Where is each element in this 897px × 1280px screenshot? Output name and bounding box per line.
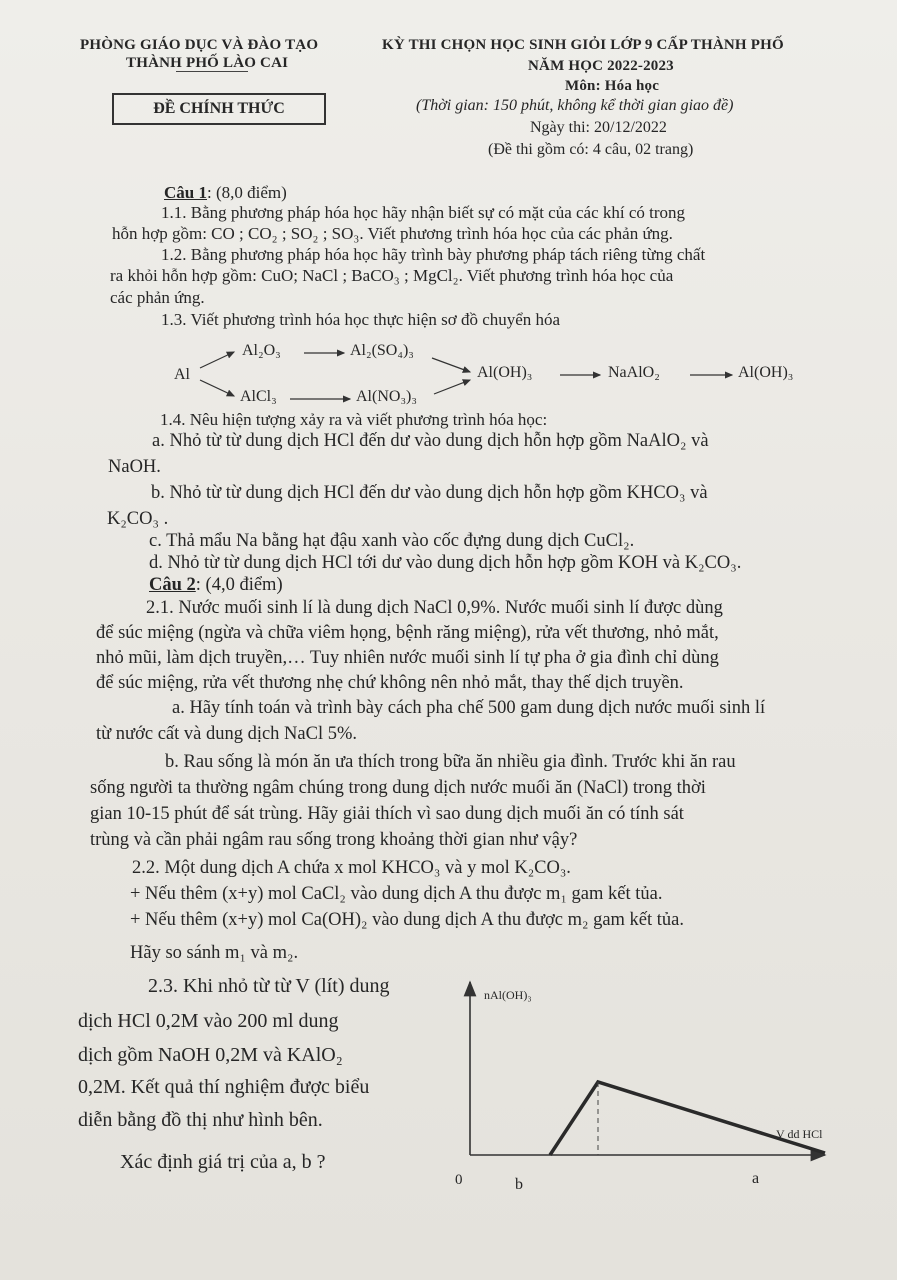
question-1-title: Câu 1 (164, 183, 207, 202)
q1-4a-line2: NaOH. (108, 457, 161, 477)
scheme-naalo2: NaAlO₂ (608, 364, 660, 381)
exam-title: KỲ THI CHỌN HỌC SINH GIỎI LỚP 9 CẤP THÀNH PHỐ (382, 37, 784, 53)
q2-1-line4: để súc miệng, rửa vết thương nhẹ chứ không nên nhỏ mắt, thay thế dịch truyền. (96, 673, 684, 693)
page-count: (Đề thi gồm có: 4 câu, 02 trang) (488, 141, 694, 158)
q2-1-line3: nhỏ mũi, làm dịch truyền,… Tuy nhiên nước muối sinh lí tự pha ở gia đình chỉ dùng (96, 648, 719, 668)
q2-1a-line2: từ nước cất và dung dịch NaCl 5%. (96, 724, 358, 744)
arrow-al2so43-to-aloh3 (432, 358, 470, 372)
q2-3-line1: 2.3. Khi nhỏ từ từ V (lít) dung (148, 975, 390, 997)
scheme-al2o3: Al₂O₃ (242, 342, 281, 359)
question-1-points: : (8,0 điểm) (206, 183, 287, 202)
scheme-aloh3-end: Al(OH)₃ (738, 364, 794, 381)
precipitate-graph (430, 970, 860, 1200)
q1-4d-line: d. Nhỏ từ từ dung dịch HCl tới dư vào dung dịch hỗn hợp gồm KOH và K₂CO₃. (149, 553, 742, 573)
y-axis-label: nAl(OH)₃ (484, 988, 532, 1002)
subject: Môn: Hóa học (565, 78, 660, 94)
exam-time: (Thời gian: 150 phút, không kể thời gian giao đề) (416, 97, 734, 114)
q1-1-line1: 1.1. Bằng phương pháp hóa học hãy nhận biết sự có mặt của các khí có trong (161, 203, 686, 222)
question-2-points: : (4,0 điểm) (195, 575, 283, 595)
q1-4-line: 1.4. Nêu hiện tượng xảy ra và viết phương trình hóa học: (160, 410, 548, 429)
school-year: NĂM HỌC 2022-2023 (528, 58, 674, 74)
scheme-arrows (0, 0, 897, 430)
q2-3-line2: dịch HCl 0,2M vào 200 ml dung (78, 1010, 339, 1032)
question-2-title: Câu 2 (149, 575, 196, 595)
q2-1b-line3: gian 10-15 phút để sát trùng. Hãy giải thích vì sao dung dịch muối ăn có tính sát (90, 804, 684, 824)
q1-3-line: 1.3. Viết phương trình hóa học thực hiện sơ đồ chuyển hóa (161, 310, 561, 329)
scheme-al2so43: Al₂(SO₄)₃ (350, 342, 414, 359)
q2-1a-line1: a. Hãy tính toán và trình bày cách pha chế 500 gam dung dịch nước muối sinh lí (172, 698, 766, 718)
q1-4b-line1: b. Nhỏ từ từ dung dịch HCl đến dư vào dung dịch hỗn hợp gồm KHCO₃ và (151, 483, 708, 503)
q1-1-line2: hỗn hợp gồm: CO ; CO₂ ; SO₂ ; SO₃. Viết phương trình hóa học của các phản ứng. (112, 224, 673, 243)
origin-label: 0 (455, 1172, 463, 1188)
q2-1-line2: để súc miệng (ngừa và chữa viêm họng, bệnh răng miệng), rửa vết thương, nhỏ mắt, (96, 623, 719, 643)
arrow-alno33-to-aloh3 (434, 380, 470, 394)
q2-2-line3: + Nếu thêm (x+y) mol Ca(OH)₂ vào dung dịch A thu được m₂ gam kết tủa. (130, 910, 685, 930)
q2-2-line2: + Nếu thêm (x+y) mol CaCl₂ vào dung dịch A thu được m₁ gam kết tủa. (130, 884, 663, 904)
city-name: THÀNH PHỐ LÀO CAI (126, 55, 289, 71)
official-label: ĐỀ CHÍNH THỨC (153, 100, 285, 117)
scheme-alno33: Al(NO₃)₃ (356, 388, 417, 405)
tick-b-label: b (515, 1176, 523, 1193)
arrow-al-to-al2o3 (200, 352, 234, 368)
q2-2-line4: Hãy so sánh m₁ và m₂. (130, 943, 299, 963)
q1-2-line1: 1.2. Bằng phương pháp hóa học hãy trình bày phương pháp tách riêng từng chất (161, 245, 706, 264)
x-axis-label: V dd HCl (776, 1127, 823, 1141)
exam-date: Ngày thi: 20/12/2022 (530, 119, 667, 136)
q1-4c-line: c. Thả mẩu Na bằng hạt đậu xanh vào cốc đựng dung dịch CuCl₂. (149, 531, 635, 551)
q1-4a-line1: a. Nhỏ từ từ dung dịch HCl đến dư vào dung dịch hỗn hợp gồm NaAlO₂ và (152, 431, 709, 451)
tick-a-label: a (752, 1170, 760, 1187)
precipitate-curve (550, 1082, 825, 1155)
q2-1b-line1: b. Rau sống là món ăn ưa thích trong bữa ăn nhiều gia đình. Trước khi ăn rau (165, 752, 736, 772)
scheme-al: Al (174, 366, 190, 383)
q2-2-line1: 2.2. Một dung dịch A chứa x mol KHCO₃ và y mol K₂CO₃. (132, 858, 571, 878)
arrow-al-to-alcl3 (200, 380, 234, 396)
q2-3-line4: 0,2M. Kết quả thí nghiệm được biểu (78, 1076, 370, 1098)
department-name: PHÒNG GIÁO DỤC VÀ ĐÀO TẠO (80, 37, 319, 53)
q1-2-line3: các phản ứng. (110, 288, 205, 307)
q2-1b-line2: sống người ta thường ngâm chúng trong dung dịch nước muối ăn (NaCl) trong thời (90, 778, 706, 798)
scheme-alcl3: AlCl₃ (240, 388, 277, 405)
scheme-aloh3: Al(OH)₃ (477, 364, 533, 381)
question-2-heading (149, 575, 283, 596)
q1-2-line2: ra khỏi hỗn hợp gồm: CuO; NaCl ; BaCO₃ ; MgCl₂. Viết phương trình hóa học của (110, 266, 674, 285)
q2-3-line6: Xác định giá trị của a, b ? (120, 1151, 326, 1173)
q2-3-line3: dịch gồm NaOH 0,2M và KAlO₂ (78, 1044, 343, 1066)
q2-1-line1: 2.1. Nước muối sinh lí là dung dịch NaCl 0,9%. Nước muối sinh lí được dùng (146, 598, 723, 618)
q1-4b-line2: K₂CO₃ . (107, 509, 169, 529)
q2-1b-line4: trùng và cần phải ngâm rau sống trong khoảng thời gian như vậy? (90, 830, 578, 850)
q2-3-line5: diễn bằng đồ thị như hình bên. (78, 1109, 323, 1131)
